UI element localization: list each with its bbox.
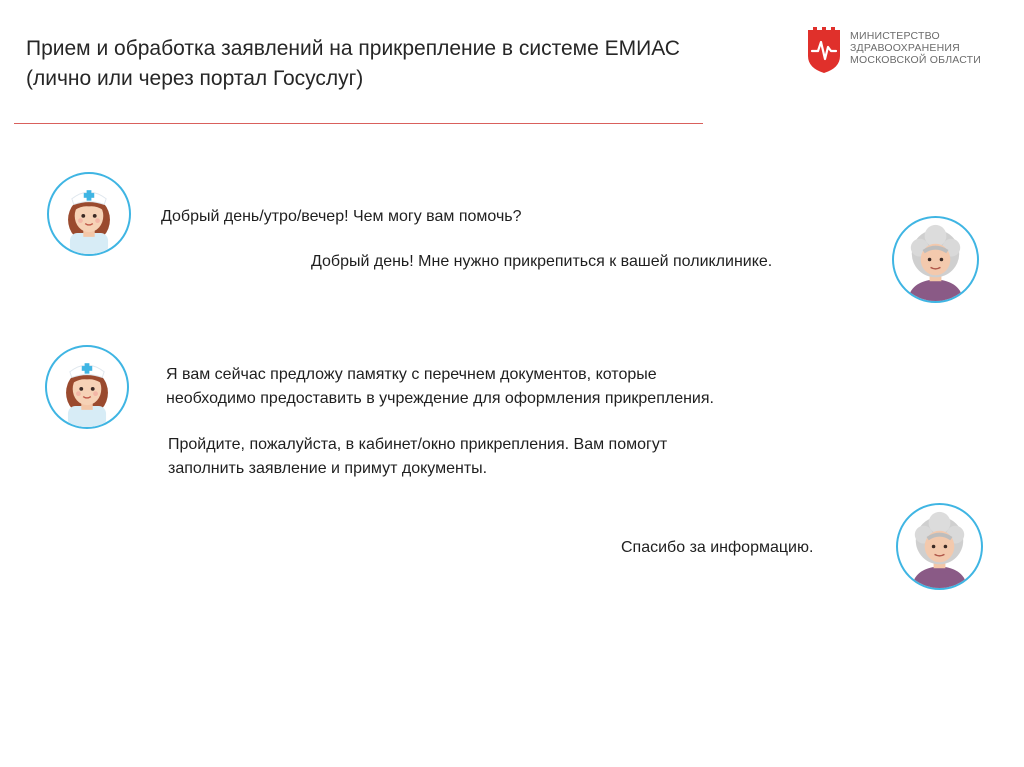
dialogue-message-patient bbox=[311, 250, 772, 274]
patient-avatar-icon bbox=[892, 216, 979, 303]
message-line: Спасибо за информацию. bbox=[621, 539, 814, 556]
patient-avatar-icon bbox=[898, 505, 981, 588]
ministry-name-line: МОСКОВСКОЙ ОБЛАСТИ bbox=[850, 54, 982, 66]
ministry-name-line: МИНИСТЕРСТВО bbox=[850, 30, 940, 42]
title-line: Прием и обработка заявлений на прикрепление в системе ЕМИАС bbox=[26, 37, 680, 60]
message-line: Добрый день/утро/вечер! Чем могу вам помочь? bbox=[161, 208, 522, 225]
ministry-name-line: ЗДРАВООХРАНЕНИЯ bbox=[850, 42, 960, 54]
page-title bbox=[26, 34, 786, 94]
nurse-avatar-icon bbox=[49, 174, 129, 254]
title-line: (лично или через портал Госуслуг) bbox=[26, 67, 364, 90]
ministry-emblem-icon bbox=[806, 26, 842, 74]
message-line: заполнить заявление и примут документы. bbox=[168, 460, 488, 477]
dialogue-message-nurse bbox=[166, 363, 714, 411]
dialogue-message-nurse bbox=[161, 205, 522, 229]
message-line: Пройдите, пожалуйста, в кабинет/окно прикрепления. Вам помогут bbox=[168, 436, 668, 453]
patient-avatar-icon bbox=[894, 218, 977, 301]
nurse-avatar-icon bbox=[45, 345, 129, 429]
ministry-name bbox=[850, 30, 981, 66]
ministry-logo bbox=[806, 26, 1006, 76]
message-line: Добрый день! Мне нужно прикрепиться к вашей поликлинике. bbox=[311, 253, 773, 270]
nurse-avatar-icon bbox=[47, 347, 127, 427]
nurse-avatar-icon bbox=[47, 172, 131, 256]
patient-avatar-icon bbox=[896, 503, 983, 590]
title-divider bbox=[14, 123, 703, 124]
message-line: Я вам сейчас предложу памятку с перечнем документов, которые bbox=[166, 366, 657, 383]
message-line: необходимо предоставить в учреждение для оформления прикрепления. bbox=[166, 390, 714, 407]
dialogue-message-patient bbox=[621, 536, 813, 560]
dialogue-message-nurse bbox=[168, 433, 667, 481]
